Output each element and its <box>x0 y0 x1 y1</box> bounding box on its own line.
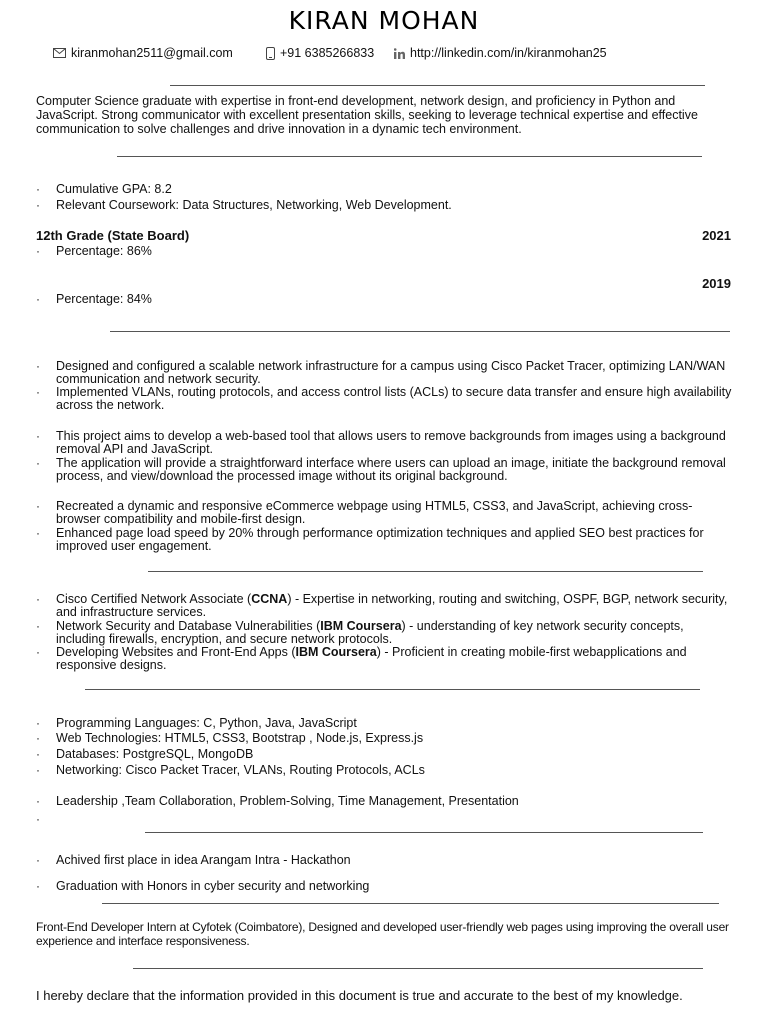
list-item: · This project aims to develop a web-based tool that allows users to remove backgrounds from images using a background removal API and JavaScript. <box>36 429 726 456</box>
list-item: · Cisco Certified Network Associate (CCNA) - Expertise in networking, routing and switching, OSPF, BGP, network security, and infrastructure services. <box>36 592 728 619</box>
linkedin-contact <box>394 46 607 60</box>
tenth-grade-year: 2019 <box>702 276 731 291</box>
list-item: · Designed and configured a scalable network infrastructure for a campus using Cisco Packet Tracer, optimizing LAN/WAN communication and network security. <box>36 359 726 386</box>
list-item: · Databases: PostgreSQL, MongoDB <box>36 747 254 761</box>
twelfth-grade-title: 12th Grade (State Board) <box>36 228 190 243</box>
list-item: · Achived first place in idea Arangam Intra - Hackathon <box>36 853 351 867</box>
list-item: · Enhanced page load speed by 20% through performance optimization techniques and applied SEO best practices for improved user engagement. <box>36 526 704 553</box>
section-divider <box>170 85 705 86</box>
list-item: · Graduation with Honors in cyber security and networking <box>36 879 370 893</box>
phone-text[interactable]: +91 6385266833 <box>280 46 375 60</box>
list-item: · Developing Websites and Front-End Apps (IBM Coursera) - Proficient in creating mobile-first webapplications and responsive designs. <box>36 645 687 672</box>
list-item: · Web Technologies: HTML5, CSS3, Bootstrap , Node.js, Express.js <box>36 731 424 745</box>
list-item: · Leadership ,Team Collaboration, Problem-Solving, Time Management, Presentation <box>36 794 519 808</box>
list-item: · Programming Languages: C, Python, Java, JavaScript <box>36 716 357 730</box>
section-divider <box>133 968 703 969</box>
list-item: · Implemented VLANs, routing protocols, and access control lists (ACLs) to secure data transfer and ensure high availability across the network. <box>36 385 732 412</box>
list-item: · Recreated a dynamic and responsive eCommerce webpage using HTML5, CSS3, and JavaScript, achieving cross-browser compatibility and mobile-first design. <box>36 499 693 526</box>
linkedin-text[interactable]: http://linkedin.com/in/kiranmohan25 <box>410 46 607 60</box>
section-divider <box>145 832 703 833</box>
section-divider <box>102 903 719 904</box>
list-item: · Cumulative GPA: 8.2 <box>36 182 172 196</box>
email-text[interactable]: kiranmohan2511@gmail.com <box>71 46 233 60</box>
section-divider <box>85 689 700 690</box>
declaration-text: I hereby declare that the information provided in this document is true and accurate to the best of my knowledge. <box>36 988 683 1003</box>
envelope-icon <box>53 48 66 58</box>
phone-contact <box>266 46 374 60</box>
twelfth-grade-year: 2021 <box>702 228 731 243</box>
list-item: · Percentage: 86% <box>36 244 152 258</box>
section-divider <box>148 571 703 572</box>
internship-paragraph: Front-End Developer Intern at Cyfotek (Coimbatore), Designed and developed user-friendly web pages using improving the overall user experience and interface responsiveness. <box>36 920 729 948</box>
list-item: · The application will provide a straightforward interface where users can upload an image, initiate the background removal process, and view/download the processed image without its original background. <box>36 456 726 483</box>
list-item: · Network Security and Database Vulnerabilities (IBM Coursera) - understanding of key network security concepts, including firewalls, encryption, and secure network protocols. <box>36 619 684 646</box>
email-contact <box>53 46 233 60</box>
section-divider <box>117 156 702 157</box>
list-item: · Relevant Coursework: Data Structures, Networking, Web Development. <box>36 198 452 212</box>
linkedin-icon <box>394 48 405 59</box>
summary-paragraph: Computer Science graduate with expertise in front-end development, network design, and proficiency in Python and JavaScript. Strong communicator with excellent presentation skills, seeking to leverage technical expertise and effective communication to solve challenges and drive innovation in a dynamic tech environment. <box>36 94 698 136</box>
list-item: · Percentage: 84% <box>36 292 152 306</box>
list-item: · Networking: Cisco Packet Tracer, VLANs, Routing Protocols, ACLs <box>36 763 425 777</box>
stray-bullet: · <box>36 812 40 826</box>
candidate-name: KIRAN MOHAN <box>288 6 480 35</box>
phone-icon <box>266 47 275 60</box>
section-divider <box>110 331 730 332</box>
